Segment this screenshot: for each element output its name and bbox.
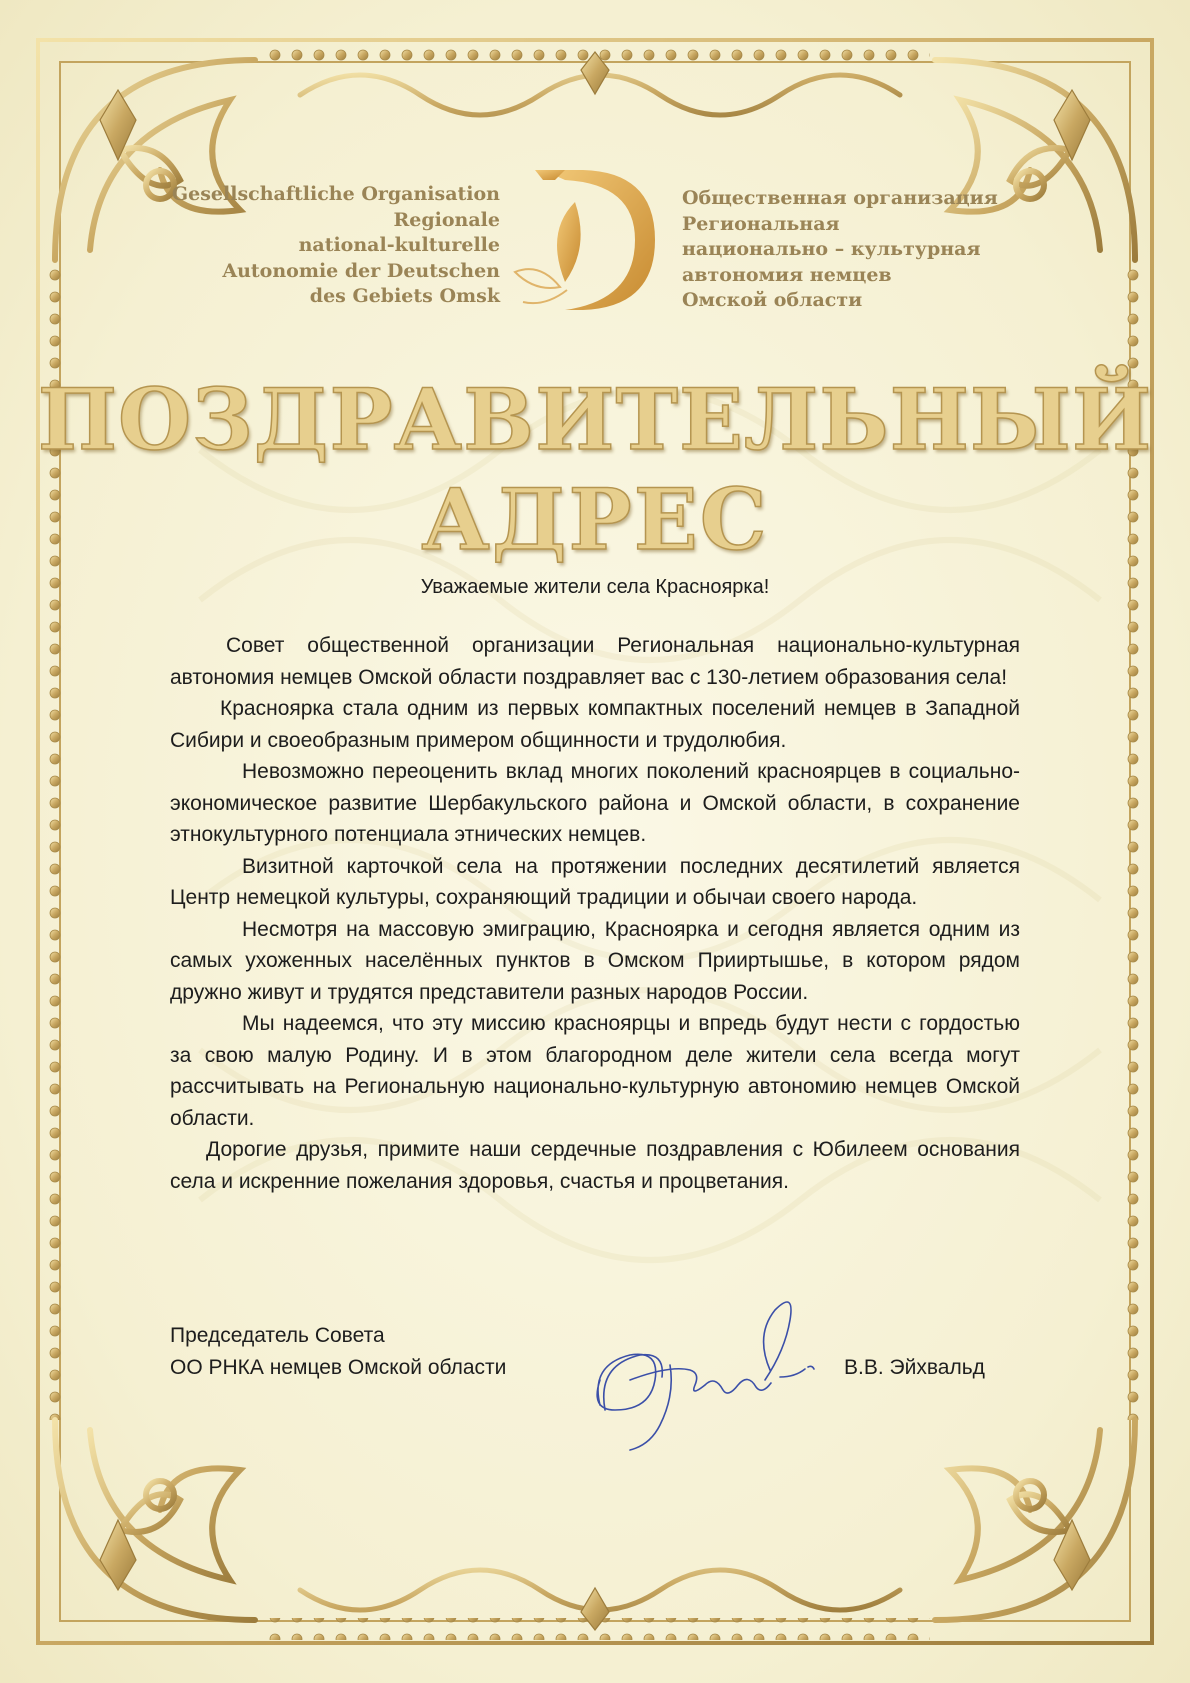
org-name-german: [160, 182, 500, 310]
greeting: Уважаемые жители села Красноярка!: [420, 576, 770, 598]
org-de-line: des Gebiets Omsk: [309, 285, 500, 307]
org-de-line: Gesellschaftliche Organisation: [171, 183, 500, 205]
org-ru-line: Общественная организация: [682, 187, 998, 209]
signer-name: В.В. Эйхвальд: [844, 1356, 985, 1379]
paragraph: Визитной карточкой села на протяжении последних десятилетий является Центр немецкой культуры, сохраняющий традиции и обычаи своего народа.: [170, 854, 1020, 909]
paragraph: Невозможно переоценить вклад многих поколений красноярцев в социально-экономическое развитие Шербакульского района и Омской области, в сохранение этнокультурного потенциала этнических немцев.: [170, 760, 1020, 846]
org-de-line: national-kulturelle: [298, 234, 500, 256]
paragraph: Несмотря на массовую эмиграцию, Красноярка и сегодня является одним из самых ухоженных населённых пунктов в Омском Прииртышье, в котором рядом дружно живут и трудятся представители разных народов России.: [170, 917, 1020, 1004]
organization-logo: [505, 162, 665, 317]
title-line-2: АДРЕС: [421, 470, 769, 569]
org-de-line: Autonomie der Deutschen: [222, 259, 500, 282]
org-name-russian: [682, 186, 1022, 314]
org-ru-line: национально – культурная: [682, 238, 981, 260]
signer-position: [170, 1320, 590, 1384]
paragraph: Красноярка стала одним из первых компактных поселений немцев в Западной Сибири и своеобразным примером общинности и трудолюбия.: [170, 697, 1020, 752]
paragraph: Дорогие друзья, примите наши сердечные поздравления с Юбилеем основания села и искренние пожелания здоровья, счастья и процветания.: [170, 1138, 1020, 1193]
org-ru-line: автономия немцев: [682, 263, 892, 286]
paragraph: Совет общественной организации Региональная национально-культурная автономия немцев Омской области поздравляет вас с 130-летием образования села!: [170, 634, 1020, 689]
letter-body: [170, 630, 1020, 1197]
signer-position-line: ОО РНКА немцев Омской области: [170, 1356, 507, 1379]
org-ru-line: Омской области: [682, 289, 863, 311]
paragraph: Мы надеемся, что эту миссию красноярцы и впредь будут нести с гордостью за свою малую Родину. И в этом благородном деле жители села всегда могут рассчитывать на Региональную национально-культурную автономию немцев Омской области.: [170, 1012, 1020, 1130]
org-de-line: Regionale: [393, 208, 500, 231]
title-line-1: ПОЗДРАВИТЕЛЬНЫЙ: [37, 370, 1153, 469]
handwritten-signature: [580, 1285, 840, 1455]
signer-position-line: Председатель Совета: [170, 1324, 385, 1347]
org-ru-line: Региональная: [682, 212, 840, 235]
